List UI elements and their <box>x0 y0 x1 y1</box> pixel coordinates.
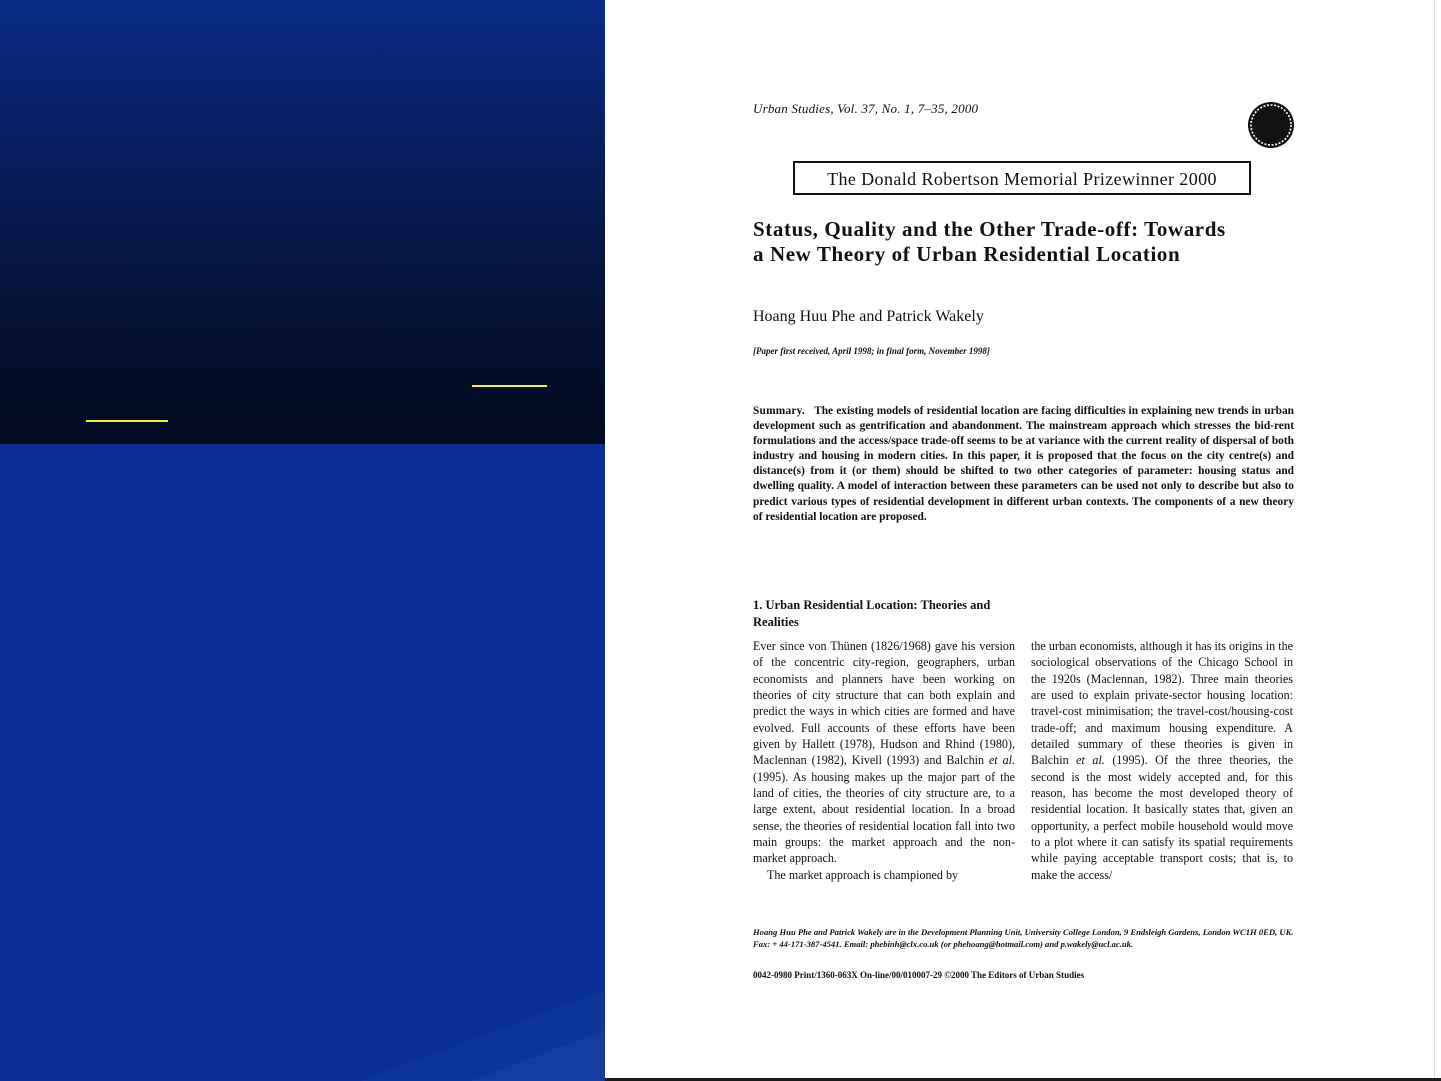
body-text: (1995). Of the three theories, the second is the most widely accepted and, for this reason, has become the most developed theory of residential location. It basically states that, given an opportunity, a perfect mobile household would move to a plot where it can satisfy its spatial requirements while paying acceptable transport costs; that is, to make the access/ <box>1031 753 1293 882</box>
page-edge <box>1434 0 1441 1081</box>
body-column-right <box>1031 638 1293 883</box>
copyright-line: 0042-0980 Print/1360-063X On-line/00/010007-29 ©2000 The Editors of Urban Studies <box>753 970 1085 980</box>
article-title <box>753 217 1313 267</box>
summary-label: Summary. <box>753 405 805 417</box>
body-text: the urban economists, although it has its origins in the sociological observations of the Chicago School in the 1920s (Maclennan, 1982). Three main theories are used to explain private-sector housing location: travel-cost minimisation; the travel-cost/housing-cost trade-off; and maximum housing expenditure. A detailed summary of these theories is given in Balchin <box>1031 639 1293 768</box>
article-title-line: Status, Quality and the Other Trade-off: Towards <box>753 217 1226 241</box>
body-paragraph: The market approach is championed by <box>767 867 959 882</box>
publisher-seal-icon <box>1247 101 1295 149</box>
body-text-italic: et al. <box>988 753 1015 768</box>
paper-page-image <box>605 0 1441 1081</box>
summary-text: The existing models of residential location are facing difficulties in explaining new trends in urban development such as gentrification and abandonment. The mainstream approach which stresses the bid-rent formulations and the access/space trade-off seems to be at variance with the current reality of dispersal of both industry and housing in modern cities. In this paper, it is proposed that the focus on the city centre(s) and distance(s) from it (or them) should be shifted to two other categories of parameter: housing status and dwelling quality. A model of interaction between these parameters can be used not only to describe but also to predict various types of residential development in different urban contexts. The components of a new theory of residential location are proposed. <box>753 405 1295 523</box>
article-title-line: a New Theory of Urban Residential Location <box>753 242 1181 266</box>
authors: Hoang Huu Phe and Patrick Wakely <box>753 308 984 325</box>
journal-reference: Urban Studies, Vol. 37, No. 1, 7–35, 2000 <box>753 101 979 116</box>
body-paragraph <box>753 638 1015 867</box>
slide-left-panel <box>0 0 605 1081</box>
prize-banner: The Donald Robertson Memorial Prizewinner 2000 <box>793 161 1251 195</box>
author-footnote: Hoang Huu Phe and Patrick Wakely are in the Development Planning Unit, University College London, 9 Endsleigh Gardens, London WC1H 0ED, UK. Fax: + 44-171-387-4541. Email: phebinh@clx.co.uk (or phehoang@hotmail.com) and p.wakely@ucl.ac.uk. <box>753 927 1294 949</box>
body-text: (1995). As housing makes up the major part of the land of cities, the theories of city structure are, to a large extent, about residential location. In a broad sense, the theories of residential location fall into two main groups: the market approach and the non-market approach. <box>753 769 1015 866</box>
section-heading: 1. Urban Residential Location: Theories and Realities <box>753 598 991 629</box>
body-column-left <box>753 638 1015 883</box>
body-text-italic: et al. <box>1076 753 1105 768</box>
body-paragraph <box>1031 638 1293 883</box>
body-text: Ever since von Thünen (1826/1968) gave his version of the concentric city-region, geographers, urban economists and planners have been working on theories of city structure that can both explain and predict the ways in which cities are formed and have evolved. Full accounts of these efforts have been given by Hallett (1978), Hudson and Rhind (1980), Maclennan (1982), Kivell (1993) and Balchin <box>753 639 1015 768</box>
background-swoosh <box>0 0 605 1081</box>
received-dates: [Paper first received, April 1998; in final form, November 1998] <box>753 346 990 356</box>
summary-paragraph <box>753 404 1294 525</box>
